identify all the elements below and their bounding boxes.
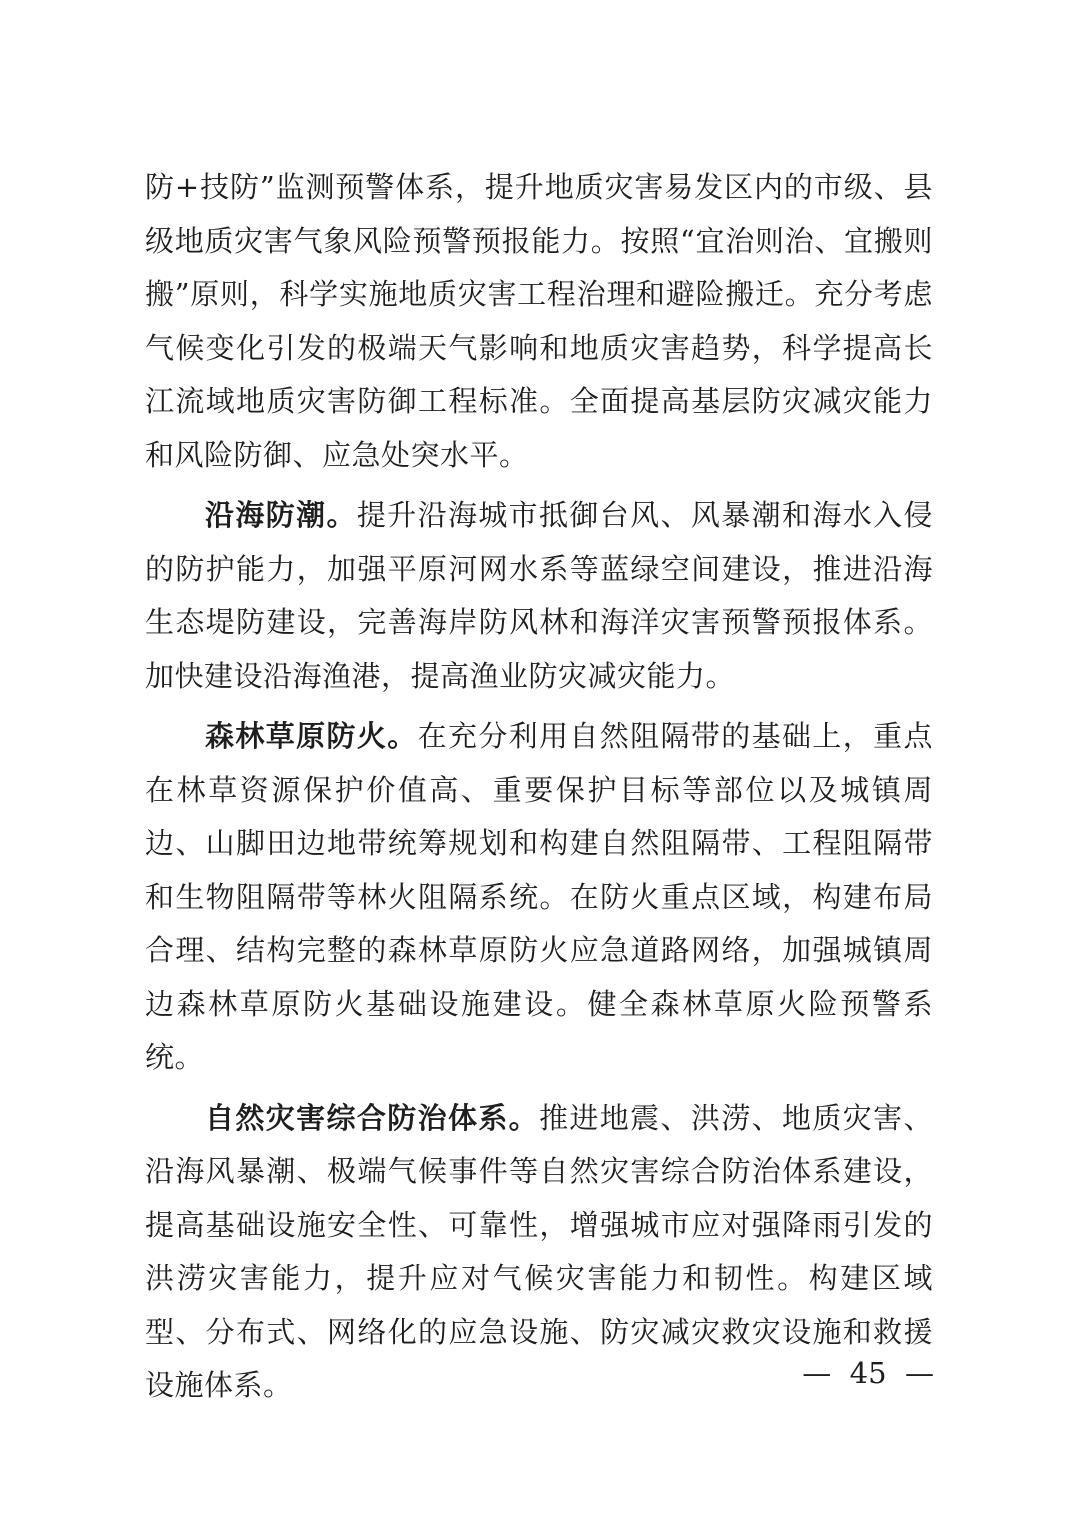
paragraph-text: 防+技防”监测预警体系，提升地质灾害易发区内的市级、县级地质灾害气象风险预警预报能力。按照“宜治则治、宜搬则搬”原则，科学实施地质灾害工程治理和避险搬迁。充分考虑气候变化引发的极端天气影响和地质灾害趋势，科学提高长江流域地质灾害防御工程标准。全面提高基层防灾减灾能力和风险防御、应急处突水平。 [145,170,933,472]
paragraph-lead: 自然灾害综合防治体系。 [205,1100,540,1135]
paragraph-lead: 森林草原防火。 [205,719,418,753]
paragraph [145,161,933,482]
page-number: — 45 — [802,1356,934,1390]
page-body [145,161,933,1413]
paragraph [145,710,933,1085]
paragraph-text: 推进地震、洪涝、地质灾害、沿海风暴潮、极端气候事件等自然灾害综合防治体系建设，提高基础设施安全性、可靠性，增强城市应对强降雨引发的洪涝灾害能力，提升应对气候灾害能力和韧性。构建区域型、分布式、网络化的应急设施、防灾减灾救灾设施和救援设施体系。 [145,1100,933,1402]
paragraph-lead: 沿海防潮。 [205,498,357,532]
paragraph [145,489,933,703]
paragraph-text: 提升沿海城市抵御台风、风暴潮和海水入侵的防护能力，加强平原河网水系等蓝绿空间建设，推进沿海生态堤防建设，完善海岸防风林和海洋灾害预警预报体系。加快建设沿海渔港，提高渔业防灾减灾能力。 [145,498,933,693]
paragraph-text: 在充分利用自然阻隔带的基础上，重点在林草资源保护价值高、重要保护目标等部位以及城镇周边、山脚田边地带统筹规划和构建自然阻隔带、工程阻隔带和生物阻隔带等林火阻隔系统。在防火重点区域，构建布局合理、结构完整的森林草原防火应急道路网络，加强城镇周边森林草原防火基础设施建设。健全森林草原火险预警系统。 [145,719,933,1074]
